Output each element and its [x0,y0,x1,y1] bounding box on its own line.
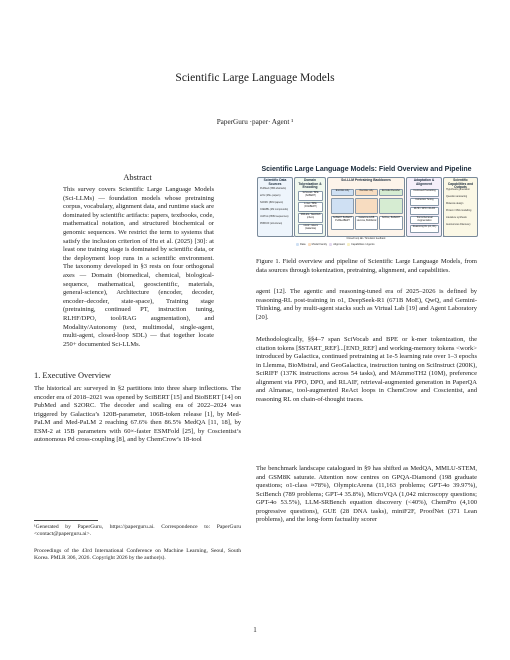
panel-title: Domain Tokenization & Encoding [298,178,322,190]
legend-swatch [347,243,350,246]
panel-title: Sci-LLM Pretraining Backbones [341,178,391,182]
panel-tokenization [294,177,326,237]
stage-box: Tool & Retrieval Augmentation [410,216,439,224]
model-box: Galactica-120B Llemma, BioMistral [355,216,378,230]
body-paragraph: agent [12]. The agentic and reasoning-tuned era of 2025–2026 is defined by reasoning-RL post-training in o1, DeepSeek-R1 (671B MoE), QwQ, and Gemini-Thinking, and by multi-agent stacks such as Virtual Lab [19] and Agent Laboratory [20]. [256,288,477,321]
arch-box: Decoder-only [355,189,378,196]
list-item: Molecule design [446,202,464,205]
list-item: PubMed (35M abstracts) [260,187,287,190]
panel-title: Adaptation & Alignment [413,178,435,186]
list-item: Protein / DNA modelling [446,209,472,212]
method-box: SMILES / SELFIES (chem) [298,213,323,223]
panel-capabilities [443,177,478,237]
stage-box: Instruction Tuning [410,198,439,206]
list-item: Hypothesis generation [446,188,470,191]
figure-1 [256,165,477,250]
list-item: S2ORC (81M papers) [260,201,284,204]
figure-caption: Figure 1. Field overview and pipeline of Scientific Large Language Models, from data sources through tokenization, pretraining, alignment, and capabilities. [256,258,477,274]
model-box [331,198,354,214]
body-paragraph: Methodologically, §§4–7 span SciVocab and BPE or k-mer tokenization, the citation tokens [$START_REF]...[END_REF] and working-memory tokens <work> introduced by Galactica, continued pretraining at 1e-5 learning rate over 1–3 epochs in Llemma, BioMistral, and GeoGalactica, instruction tuning on SciInstruct (200K), SciRIFF (137K instructions across 54 tasks), and MAmmoTH2 (10M), preference alignment via PPO, DPO, and RLAIF, retrieval-augmented generation in PaperQA and Almanac, tool-augmented ReAct loops in ChemCrow and Coscientist, and reasoning RL on chain-of-thought traces. [256,336,477,403]
arch-box: Encoder-only [331,189,354,196]
abstract-heading: Abstract [123,173,152,182]
method-box: <work> tokens (Galactica) [298,224,323,234]
method-box: k-mer / BPE (DNABERT) [298,202,323,212]
list-item: ChEMBL (2M compounds) [260,208,289,211]
list-item: PDB/CIF (structures) [260,222,283,225]
legend-swatch [329,243,332,246]
panel-data-sources [257,177,293,237]
legend-swatch [296,243,299,246]
author-line: PaperGuru ·paper· Agent ¹ [216,118,294,126]
panel-title: Scientific Capabilities and Outputs [447,178,474,190]
page-number: 1 [253,626,257,634]
panel-backbones [327,177,405,237]
stage-box: Reasoning RL (o1, R1) [410,225,439,233]
arch-box: Encoder-Decoder [379,189,403,196]
figure-legend [296,243,466,247]
footnote-generated: ¹Generated by PaperGuru, https://paperguru.ai. Correspondence to: PaperGuru <contact@paperguru.ai>. [34,524,241,538]
figure-title: Scientific Large Language Models: Field Overview and Pipeline [261,166,472,173]
intro-paragraph: The historical arc surveyed in §2 partitions into three sharp inflections. The encoder era of 2018–2021 was opened by SciBERT [15] and BioBERT [14] on PubMed and S2ORC. The decoder and scaling era of 2022–2024 was triggered by Galactica’s 120B-parameter, 106B-token release [1], by Med-PaLM and Med-PaLM 2 reaching 67.6% then 86.5% MedQA [11, 18], by ESM-2 at 15B parameters with 60×-faster ESMFold [25], by Coscientist’s autonomous Pd cross-coupling [8], and by ChemCrow’s 18-tool [34,385,241,443]
model-box: SciBERT BioBERT PubMedBERT [331,216,354,230]
abstract-text: This survey covers Scientific Large Language Models (Sci-LLMs) — foundation models whose pretraining corpus, vocabulary, alignment data, and runtime stack are dominated by scientific artifacts: papers, textbooks, code, mathematical notation, and structured biochemical or genomic sequences. We restrict the term to systems that satisfy the inclusion criterion of Hu et al. (2025) [30]: at least one training stage is dominated by scientific data, or the deployment loop runs in a scientific environment. The taxonomy developed in §3 rests on four orthogonal axes — Domain (biomedical, chemical, biological-sequence, mathematical, geoscientific, materials, general-science), Architecture (encoder, decoder, encoder–decoder, state-space), Training stage (pretraining, continued PT, instruction tuning, RLHF/DPO, tool/RAG augmentation), and Modality/Autonomy (text, multimodal, single-agent, multi-agent, closed-loop SDL) — that together locate 250+ documented Sci-LLMs. [63,186,214,348]
panel-alignment [406,177,442,237]
method-box: SciVocab / BPE (SciBERT) [298,191,323,201]
legend-label: Data [300,243,306,247]
list-item: Autonomous Discovery [446,223,471,226]
list-item: Literature synthesis [446,216,467,219]
stage-box: Continued Pretraining [410,189,439,197]
footnote-rule [34,520,98,521]
list-item: arXiv (2M+ papers) [260,194,281,197]
paper-title: Scientific Large Language Models [175,72,335,84]
footnote-proceedings: Proceedings of the 43rd International Conference on Machine Learning, Seoul, South Korea. PMLR 306, 2026. Copyright 2026 by the author(s). [34,548,241,562]
model-box [379,198,403,214]
feedback-loop-label: Closed loop lab / Simulator feedback [276,236,456,241]
legend-label: Alignment [333,243,345,247]
model-box: SciFive, BioBART [379,216,403,230]
panel-title: Scientific Data Sources [263,178,287,186]
section-heading: 1. Executive Overview [34,371,111,380]
list-item: UniProt (250M sequences) [260,215,289,218]
stage-box: RLHF / DPO / RLAIF [410,207,439,215]
list-item: Question answering [446,195,468,198]
legend-label: Capabilities / Agents [350,243,375,247]
legend-swatch [308,243,311,246]
legend-label: Model Family [311,243,328,247]
model-box [355,198,378,214]
body-paragraph: The benchmark landscape catalogued in §9 has shifted as MedQA, MMLU-STEM, and GSM8K saturate. Attention now centres on GPQA-Diamond (198 graduate questions; o1-class ≈78%), OlympicArena (11,163 problems; GPT-4o 39.97%), SciBench (789 problems; GPT-4 35.8%), MicroVQA (1,042 microscopy questions; GPT-4o 53.5%), LLM-SRBench equation discovery (<40%), ChemPro (4,100 progressive questions), GUE (28 DNA tasks), miniF2F, ProofNet (371 Lean problems), and the long-form factuality scorer [256,465,477,523]
